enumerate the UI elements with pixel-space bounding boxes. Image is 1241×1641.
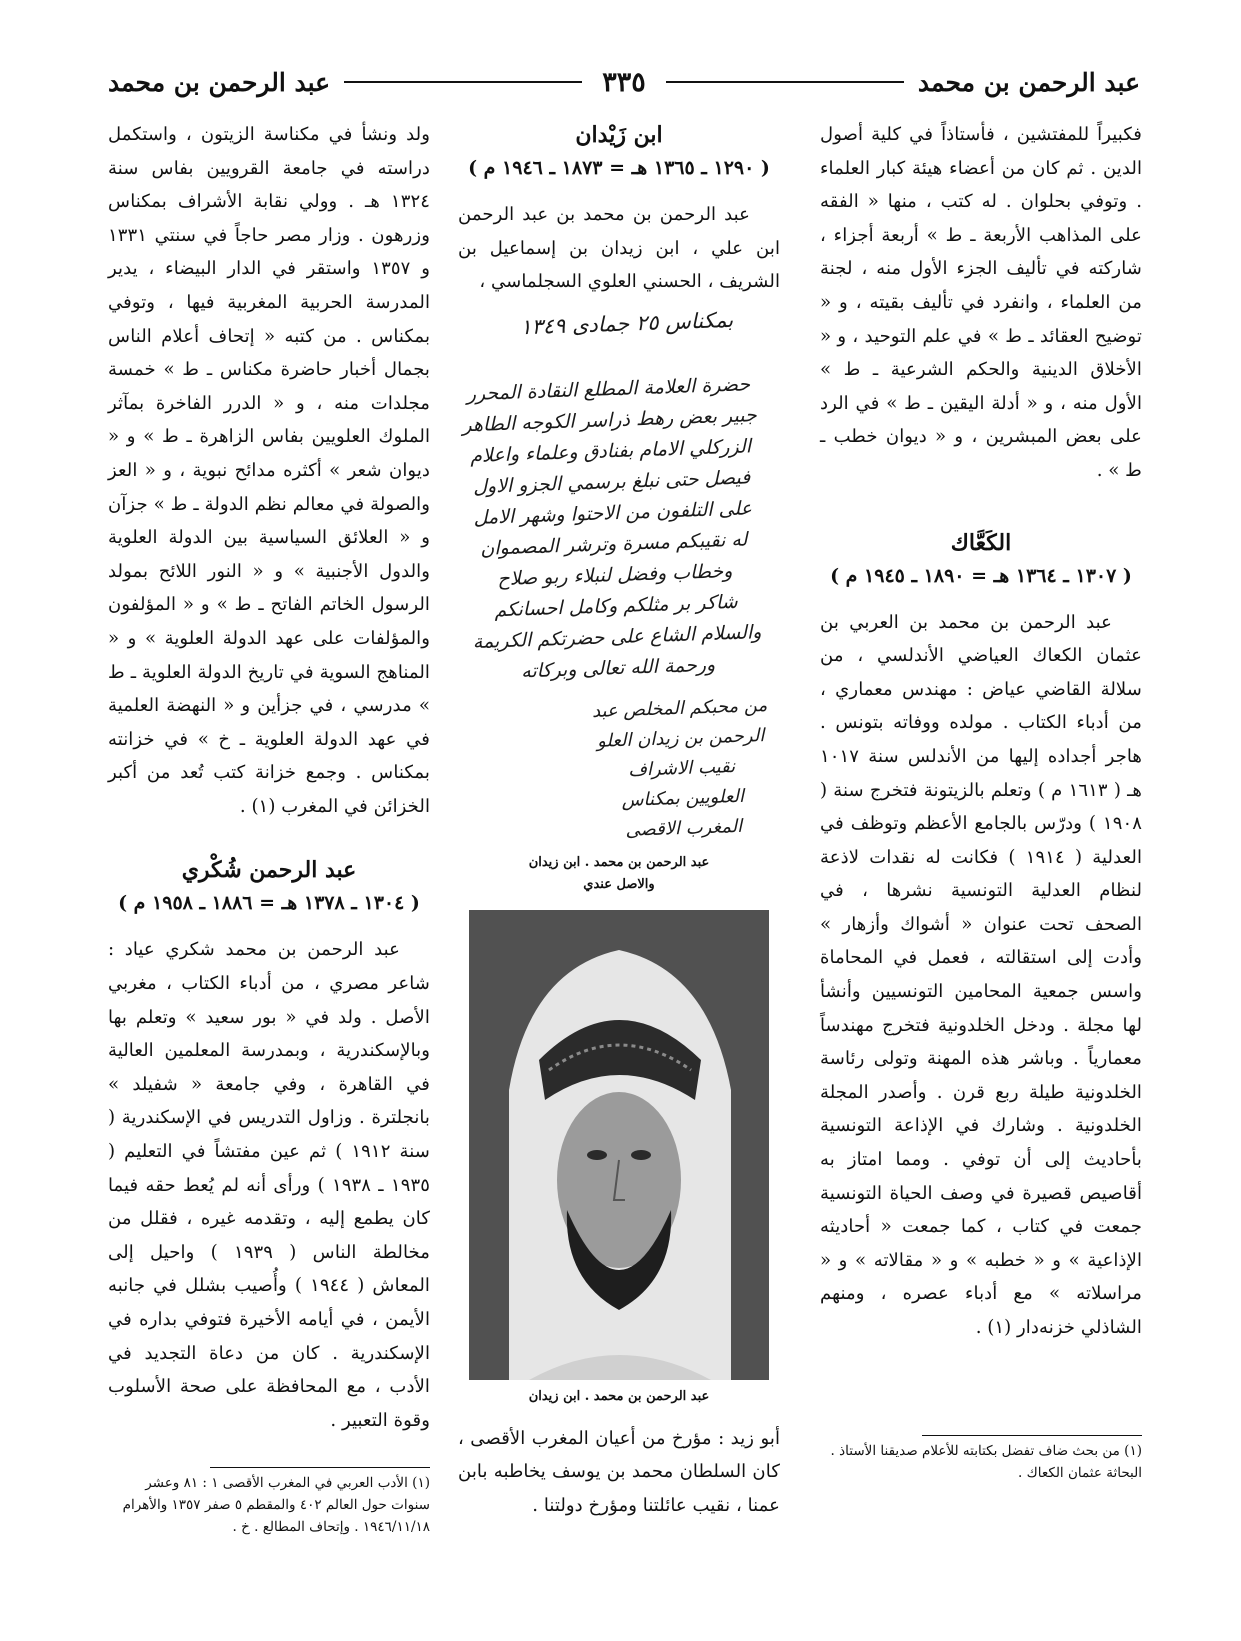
signature-line: الرحمن بن زيدان العلو — [596, 724, 765, 752]
continuation-text: فكبيراً للمفتشين ، فأستاذاً في كلية أصول الدين . ثم كان من أعضاء هيئة كبار العلماء . وتوفي بحلوان . له كتب ، منها « الفقه على المذاهب الأربعة ـ ط » أربعة أجزاء ، شاركته في تأليف الجزء الأول منه ، لجنة من العلماء ، وانفرد في تأليف بقيته ، و « توضيح العقائد ـ ط » في علم التوحيد ، و « الأخلاق الدينية والحكم الشرعية ـ ط » الأول منه ، و « أدلة اليقين ـ ط » في الرد على بعض المبشرين ، و « ديوان خطب ـ ط » . — [820, 124, 1142, 481]
footnote-rule — [922, 1435, 1142, 1436]
footnote-rule-left — [210, 1467, 430, 1468]
entry-title-kaak: الكَعَّاك — [950, 529, 1012, 556]
manuscript-line: شاكر بر مثلكم وكامل احسانكم — [494, 590, 738, 622]
entry-text-ibn-zaydan: عبد الرحمن بن محمد بن عبد الرحمن ابن علي ، ابن زيدان بن إسماعيل بن الشريف ، الحسني العلوي السجلماسي ، — [458, 204, 780, 293]
manuscript-line: فيصل حتى نبلغ برسمي الجزو الاول — [472, 466, 751, 498]
entry-text-shukri: عبد الرحمن بن محمد شكري عياد : شاعر مصري ، من أدباء الكتاب ، مغربي الأصل . ولد في « بور سعيد » وتعلم بها وبالإسكندرية ، وبمدرسة المعلمين العالية في القاهرة ، وفي جامعة « شفيلد » بانجلترة . وزاول التدريس في الإسكندرية ( سنة ١٩١٢ ) ثم عين مفتشاً في التعليم ( ١٩٣٥ ـ ١٩٣٨ ) ورأى أنه لم يُعط حقه فيما كان يطمع إليه ، وتقدمه غيره ، فقلل من مخالطة الناس ( ١٩٣٩ ) واحيل إلى المعاش ( ١٩٤٤ ) وأُصيب بشلل في جانبه الأيمن ، في أيامه الأخيرة فتوفي بداره في الإسكندرية . كان من دعاة التجديد في الأدب ، مع المحافظة على صحة الأسلوب وقوة التعبير . — [108, 939, 430, 1431]
footnote-left: (١) الأدب العربي في المغرب الأقصى ١ : ٨١ وعشر سنوات حول العالم ٤٠٢ والمقطم ٥ صفر ١٣٥٧ والأهرام ١٩٤٦/١١/١٨ . وإتحاف المطالع . خ . — [122, 1475, 430, 1536]
manuscript-caption — [458, 852, 780, 896]
manuscript-line: الزركلي الامام بفنادق وعلماء واعلام — [469, 435, 752, 467]
entry-title-shukri: عبد الرحمن شُكْري — [181, 857, 357, 884]
header-rule-left — [344, 81, 582, 83]
header-title-right: عبد الرحمن بن محمد — [917, 67, 1140, 97]
entry-text-kaak: عبد الرحمن بن محمد بن العربي بن عثمان الكعاك العياضي الأندلسي ، من سلالة القاضي عياض : مهندس معماري ، من أدباء الكتاب . مولده ووفاته بتونس . هاجر أجداده إليها من الأندلس سنة ١٠١٧ هـ ( ١٦١٣ م ) وتعلم بالزيتونة فتخرج سنة ( ١٩٠٨ ) ودرّس بالجامع الأعظم وتوظف في العدلية ( ١٩١٤ ) فكانت له نقدات لاذعة لنظام العدلية التونسية نشرها ، في الصحف تحت عنوان « أشواك وأزهار » وأدت إلى استقالته ، فعمل في المحاماة واسس جمعية المحامين التونسيين وأنشأ لها مجلة . ودخل الخلدونية فتخرج مهندساً معمارياً . وباشر هذه المهنة وتولى رئاسة الخلدونية طيلة ربع قرن . وأصدر المجلة الخلدونية . وشارك في الإذاعة التونسية بأحاديث إلى أن توفي . ومما امتاز به أقاصيص قصيرة في وصف الحياة التونسية جمعت في كتاب ، كما جمعت « أحاديثه الإذاعية » و « خطبه » و « مقالاته » و « مراسلاته » مع أدباء عصره ، ومنهم الشاذلي خزنه‌دار (١) . — [820, 611, 1143, 1338]
column-left — [108, 118, 430, 1618]
manuscript-line: جبير بعض رهط ذراسر الكوجه الطاهر — [461, 403, 758, 437]
handwritten-letter — [449, 303, 790, 851]
portrait-photo — [469, 910, 769, 1380]
continuation-text-ibn-zaydan: ولد ونشأ في مكناسة الزيتون ، واستكمل دراسته في جامعة القرويين بفاس سنة ١٣٢٤ هـ . وولي نقابة الأشراف بمكناس وزرهون . وزار مصر حاجاً في سنتي ١٣٣١ و ١٣٥٧ واستقر في الدار البيضاء ، يدير المدرسة الحربية المغربية فيها ، وتوفي بمكناس . من كتبه « إتحاف أعلام الناس بجمال أخبار حاضرة مكناس ـ ط » خمسة مجلدات منه ، و « الدرر الفاخرة بمآثر الملوك العلويين بفاس الزاهرة ـ ط » و « ديوان شعر » أكثره مدائح نبوية ، و « العز والصولة في معالم نظم الدولة ـ ط » جزآن و « العلائق السياسية بين الدولة العلوية والدول الأجنبية » و « النور اللائح بمولد الرسول الخاتم الفاتح ـ ط » و « المؤلفون والمؤلفات على عهد الدولة العلوية » و « المناهج السوية في تاريخ الدولة العلوية ـ ط » مدرسي ، في جزأين و « النهضة العلمية في عهد الدولة العلوية ـ خ » في خزانته بمكناس . وجمع خزانة كتب تُعد من أكبر الخزائن في المغرب (١) . — [108, 124, 430, 817]
manuscript-caption-line1: عبد الرحمن بن محمد . ابن زيدان — [528, 854, 710, 870]
signature-line: العلويين بمكناس — [621, 785, 745, 811]
manuscript-line: ورحمة الله تعالى وبركاته — [520, 653, 716, 683]
entry-dates-ibn-zaydan: ( ١٢٩٠ ـ ١٣٦٥ هـ = ١٨٧٣ ـ ١٩٤٦ م ) — [468, 157, 770, 179]
entry-dates-kaak: ( ١٣٠٧ ـ ١٣٦٤ هـ = ١٨٩٠ ـ ١٩٤٥ م ) — [830, 564, 1132, 587]
signature-line: المغرب الاقصى — [625, 815, 743, 841]
manuscript-line: حضرة العلامة المطلع النقادة المحرر — [466, 373, 751, 405]
entry-text-ibn-zaydan-continued: أبو زيد : مؤرخ من أعيان المغرب الأقصى ، كان السلطان محمد بن يوسف يخاطبه بابن عمنا ، نقيب عائلتنا ومؤرخ دولتنا . — [458, 1427, 780, 1516]
signature-line: من محبكم المخلص عبد — [591, 694, 768, 722]
signature-line: نقيب الاشراف — [627, 755, 736, 781]
footnote-right: (١) من بحث ضاف تفضل بكتابته للأعلام صديقنا الأستاذ . البحاثة عثمان الكعاك . — [830, 1442, 1142, 1481]
photo-caption: عبد الرحمن بن محمد . ابن زيدان — [528, 1388, 710, 1404]
manuscript-line: له نقيبكم مسرة وترشر المصموان — [479, 528, 748, 560]
manuscript-line: وخطاب وفضل لنبلاء ربو صلاح — [497, 559, 733, 591]
header-rule-right — [666, 81, 904, 83]
header-title-left: عبد الرحمن بن محمد — [107, 67, 331, 97]
column-right — [820, 118, 1142, 1618]
entry-dates-shukri: ( ١٣٠٤ ـ ١٣٧٨ هـ = ١٨٨٦ ـ ١٩٥٨ م ) — [118, 892, 420, 915]
running-header — [108, 62, 1140, 102]
manuscript-caption-line2: والاصل عندي — [583, 876, 655, 892]
manuscript-line: على التلفون من الاحتوا وشهر الامل — [473, 497, 753, 529]
manuscript-dateline: بمكناس ٢٥ جمادى ١٣٤٩ — [519, 307, 734, 340]
manuscript-line: والسلام الشاع على حضرتكم الكريمة — [472, 620, 762, 653]
page-number: ٣٣٥ — [602, 66, 646, 98]
manuscript-signature — [462, 690, 781, 851]
entry-title-ibn-zaydan: ابن زَيْدان — [575, 122, 663, 148]
portrait-image — [469, 910, 769, 1380]
column-middle — [458, 118, 780, 1618]
